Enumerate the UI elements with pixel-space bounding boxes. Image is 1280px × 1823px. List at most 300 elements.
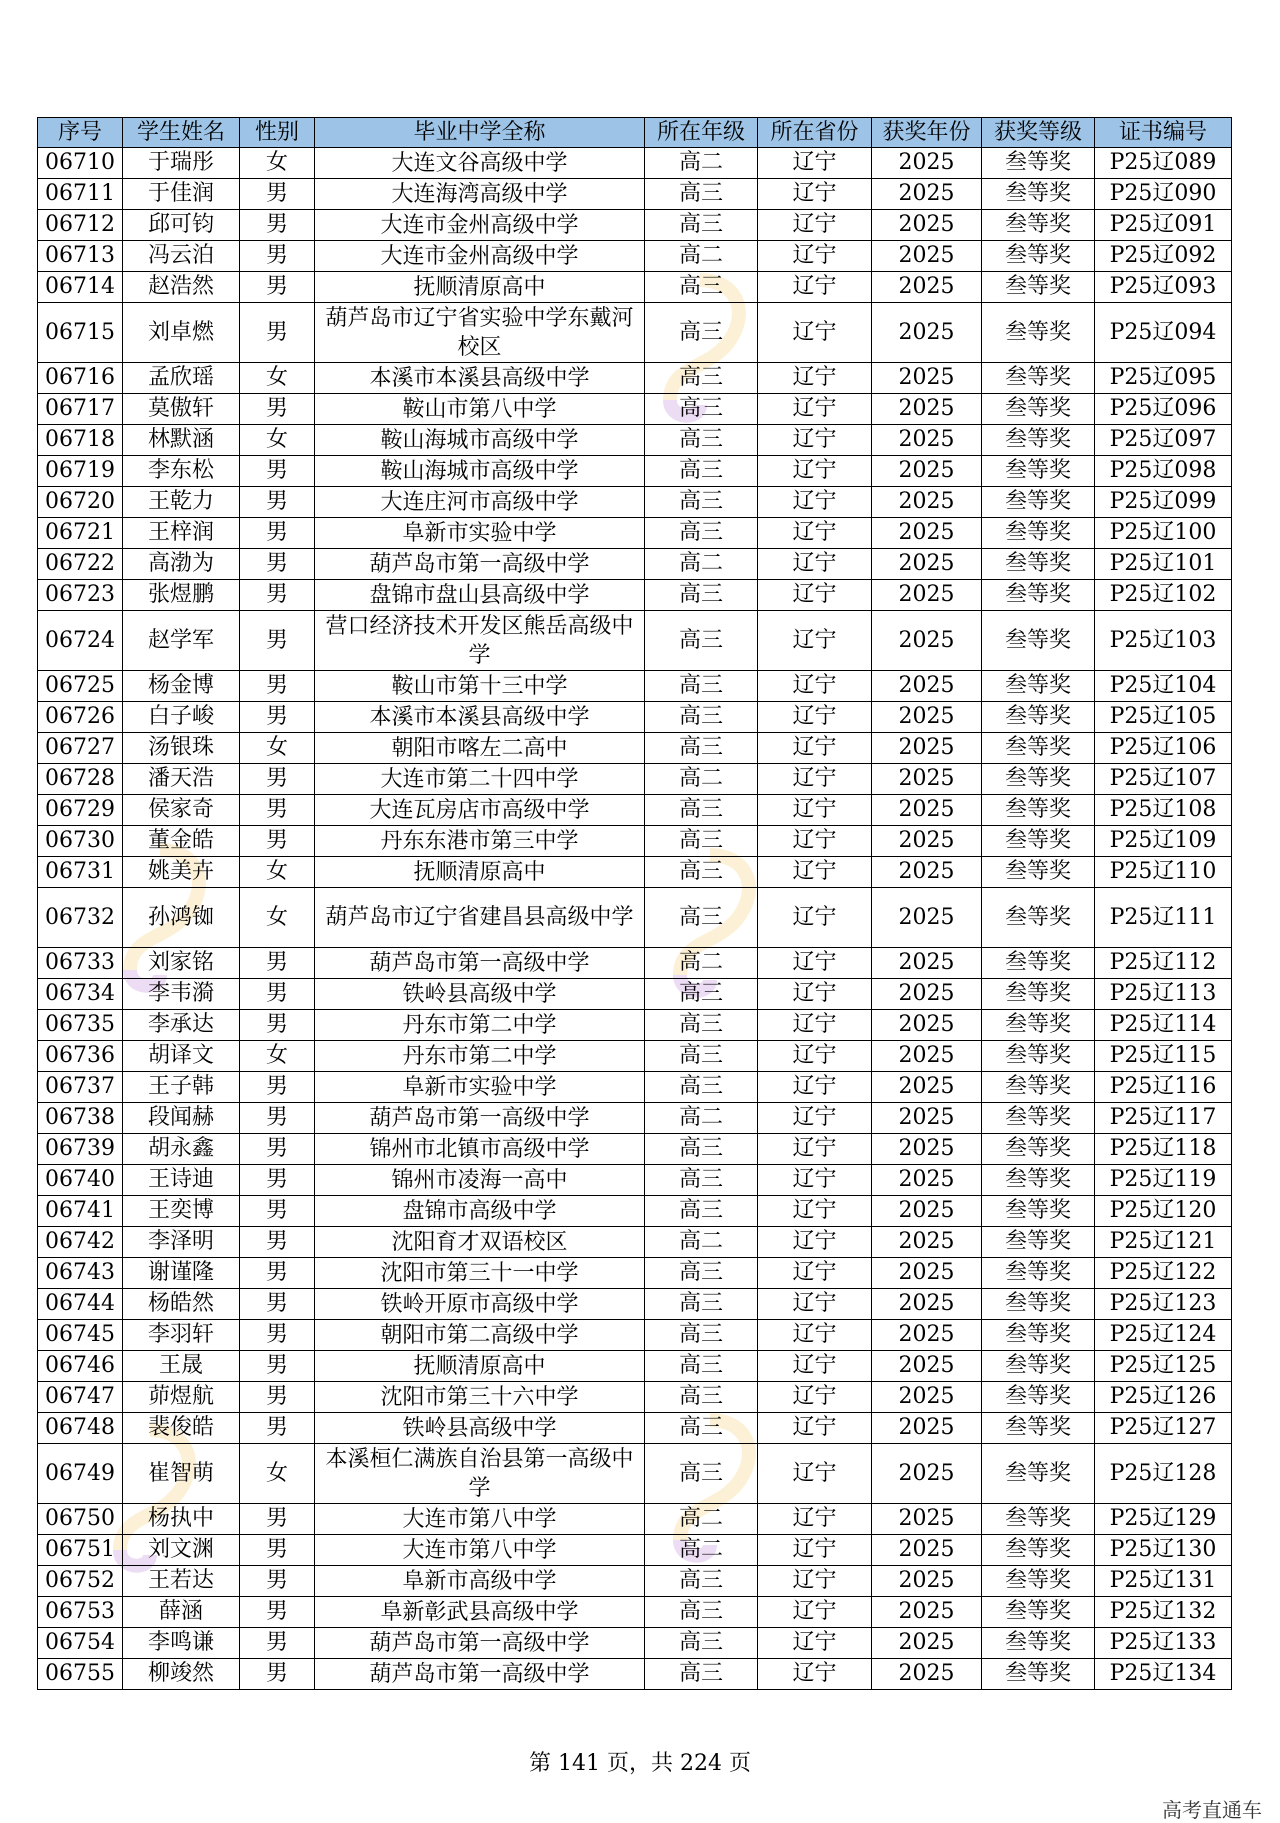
cell-award-year: 2025	[872, 948, 982, 979]
header-award-year: 获奖年份	[872, 118, 982, 148]
table-row	[38, 826, 1232, 857]
cell-award-level: 叁等奖	[982, 1196, 1095, 1227]
cell-serial: 06723	[38, 580, 123, 611]
cell-grade: 高三	[645, 702, 758, 733]
cell-grade: 高三	[645, 671, 758, 702]
cell-school: 葫芦岛市第一高级中学	[315, 948, 645, 979]
cell-certificate-no: P25辽098	[1095, 456, 1232, 487]
cell-certificate-no: P25辽091	[1095, 210, 1232, 241]
cell-certificate-no: P25辽118	[1095, 1134, 1232, 1165]
cell-award-year: 2025	[872, 1566, 982, 1597]
cell-grade: 高三	[645, 1382, 758, 1413]
cell-serial: 06730	[38, 826, 123, 857]
table-row	[38, 948, 1232, 979]
cell-award-level: 叁等奖	[982, 979, 1095, 1010]
cell-school: 葫芦岛市第一高级中学	[315, 1628, 645, 1659]
cell-student-name: 汤银珠	[123, 733, 240, 764]
cell-certificate-no: P25辽130	[1095, 1535, 1232, 1566]
cell-gender: 女	[240, 1041, 315, 1072]
cell-grade: 高二	[645, 1227, 758, 1258]
cell-school: 盘锦市盘山县高级中学	[315, 580, 645, 611]
cell-certificate-no: P25辽117	[1095, 1103, 1232, 1134]
cell-award-year: 2025	[872, 179, 982, 210]
cell-school: 大连市第二十四中学	[315, 764, 645, 795]
table-row	[38, 272, 1232, 303]
cell-grade: 高二	[645, 549, 758, 580]
cell-serial: 06751	[38, 1535, 123, 1566]
cell-certificate-no: P25辽104	[1095, 671, 1232, 702]
cell-grade: 高三	[645, 611, 758, 671]
cell-school: 大连市第八中学	[315, 1535, 645, 1566]
cell-province: 辽宁	[758, 1535, 872, 1566]
cell-gender: 男	[240, 272, 315, 303]
cell-student-name: 王若达	[123, 1566, 240, 1597]
cell-award-year: 2025	[872, 702, 982, 733]
cell-certificate-no: P25辽113	[1095, 979, 1232, 1010]
header-gender: 性别	[240, 118, 315, 148]
cell-certificate-no: P25辽093	[1095, 272, 1232, 303]
cell-province: 辽宁	[758, 1413, 872, 1444]
cell-gender: 男	[240, 1227, 315, 1258]
cell-student-name: 柳竣然	[123, 1659, 240, 1690]
cell-award-year: 2025	[872, 363, 982, 394]
cell-student-name: 张煜鹏	[123, 580, 240, 611]
table-row	[38, 857, 1232, 888]
cell-serial: 06748	[38, 1413, 123, 1444]
cell-province: 辽宁	[758, 1351, 872, 1382]
cell-award-level: 叁等奖	[982, 948, 1095, 979]
cell-grade: 高三	[645, 518, 758, 549]
cell-student-name: 李鸣谦	[123, 1628, 240, 1659]
cell-province: 辽宁	[758, 1566, 872, 1597]
cell-gender: 男	[240, 1628, 315, 1659]
cell-student-name: 王晟	[123, 1351, 240, 1382]
table-row	[38, 1597, 1232, 1628]
cell-student-name: 潘天浩	[123, 764, 240, 795]
cell-student-name: 李泽明	[123, 1227, 240, 1258]
cell-certificate-no: P25辽102	[1095, 580, 1232, 611]
cell-award-year: 2025	[872, 1351, 982, 1382]
table-row	[38, 1258, 1232, 1289]
cell-award-year: 2025	[872, 1227, 982, 1258]
cell-award-year: 2025	[872, 241, 982, 272]
table-header-row	[38, 118, 1232, 148]
cell-student-name: 于佳润	[123, 179, 240, 210]
table-row	[38, 518, 1232, 549]
cell-grade: 高三	[645, 857, 758, 888]
cell-certificate-no: P25辽133	[1095, 1628, 1232, 1659]
cell-province: 辽宁	[758, 1597, 872, 1628]
cell-serial: 06727	[38, 733, 123, 764]
table-row	[38, 1320, 1232, 1351]
cell-grade: 高三	[645, 363, 758, 394]
cell-serial: 06738	[38, 1103, 123, 1134]
cell-award-year: 2025	[872, 580, 982, 611]
cell-student-name: 杨执中	[123, 1504, 240, 1535]
cell-grade: 高二	[645, 1504, 758, 1535]
cell-serial: 06743	[38, 1258, 123, 1289]
cell-student-name: 孙鸿铷	[123, 888, 240, 948]
table-row	[38, 487, 1232, 518]
cell-gender: 男	[240, 1134, 315, 1165]
cell-province: 辽宁	[758, 394, 872, 425]
cell-gender: 女	[240, 857, 315, 888]
cell-grade: 高二	[645, 1103, 758, 1134]
cell-gender: 男	[240, 1072, 315, 1103]
cell-grade: 高三	[645, 826, 758, 857]
cell-award-year: 2025	[872, 456, 982, 487]
cell-grade: 高三	[645, 456, 758, 487]
table-row	[38, 1504, 1232, 1535]
cell-serial: 06750	[38, 1504, 123, 1535]
cell-award-level: 叁等奖	[982, 1444, 1095, 1504]
cell-school: 葫芦岛市第一高级中学	[315, 1103, 645, 1134]
cell-province: 辽宁	[758, 1196, 872, 1227]
cell-province: 辽宁	[758, 948, 872, 979]
cell-certificate-no: P25辽134	[1095, 1659, 1232, 1690]
cell-serial: 06752	[38, 1566, 123, 1597]
cell-award-year: 2025	[872, 1010, 982, 1041]
cell-province: 辽宁	[758, 518, 872, 549]
cell-serial: 06718	[38, 425, 123, 456]
cell-student-name: 王子韩	[123, 1072, 240, 1103]
cell-gender: 男	[240, 456, 315, 487]
table-row	[38, 179, 1232, 210]
cell-award-year: 2025	[872, 425, 982, 456]
cell-certificate-no: P25辽100	[1095, 518, 1232, 549]
cell-serial: 06744	[38, 1289, 123, 1320]
table-row	[38, 1227, 1232, 1258]
header-student-name: 学生姓名	[123, 118, 240, 148]
cell-grade: 高三	[645, 394, 758, 425]
header-serial: 序号	[38, 118, 123, 148]
cell-province: 辽宁	[758, 1444, 872, 1504]
cell-serial: 06724	[38, 611, 123, 671]
cell-gender: 男	[240, 549, 315, 580]
cell-grade: 高三	[645, 1258, 758, 1289]
cell-grade: 高三	[645, 1165, 758, 1196]
cell-certificate-no: P25辽116	[1095, 1072, 1232, 1103]
award-table	[37, 117, 1232, 1690]
cell-province: 辽宁	[758, 549, 872, 580]
cell-school: 本溪桓仁满族自治县第一高级中学	[315, 1444, 645, 1504]
cell-gender: 女	[240, 148, 315, 179]
cell-gender: 女	[240, 363, 315, 394]
cell-serial: 06736	[38, 1041, 123, 1072]
table-row	[38, 363, 1232, 394]
cell-gender: 男	[240, 979, 315, 1010]
cell-student-name: 刘文渊	[123, 1535, 240, 1566]
cell-certificate-no: P25辽127	[1095, 1413, 1232, 1444]
cell-certificate-no: P25辽121	[1095, 1227, 1232, 1258]
cell-gender: 男	[240, 611, 315, 671]
cell-serial: 06728	[38, 764, 123, 795]
cell-grade: 高三	[645, 1566, 758, 1597]
cell-serial: 06754	[38, 1628, 123, 1659]
cell-certificate-no: P25辽129	[1095, 1504, 1232, 1535]
cell-province: 辽宁	[758, 1382, 872, 1413]
cell-award-level: 叁等奖	[982, 1320, 1095, 1351]
cell-student-name: 薛涵	[123, 1597, 240, 1628]
cell-student-name: 孟欣瑶	[123, 363, 240, 394]
cell-province: 辽宁	[758, 272, 872, 303]
table-body	[38, 148, 1232, 1690]
cell-award-year: 2025	[872, 1196, 982, 1227]
cell-grade: 高三	[645, 210, 758, 241]
cell-student-name: 杨皓然	[123, 1289, 240, 1320]
cell-grade: 高三	[645, 1628, 758, 1659]
cell-school: 沈阳育才双语校区	[315, 1227, 645, 1258]
table-row	[38, 1103, 1232, 1134]
cell-school: 大连市金州高级中学	[315, 241, 645, 272]
cell-grade: 高三	[645, 1597, 758, 1628]
table-row	[38, 1351, 1232, 1382]
cell-grade: 高三	[645, 425, 758, 456]
cell-grade: 高三	[645, 795, 758, 826]
cell-award-year: 2025	[872, 1320, 982, 1351]
cell-certificate-no: P25辽096	[1095, 394, 1232, 425]
cell-serial: 06731	[38, 857, 123, 888]
cell-school: 大连市第八中学	[315, 1504, 645, 1535]
cell-school: 朝阳市喀左二高中	[315, 733, 645, 764]
cell-serial: 06749	[38, 1444, 123, 1504]
table-row	[38, 702, 1232, 733]
cell-award-level: 叁等奖	[982, 1289, 1095, 1320]
cell-award-year: 2025	[872, 549, 982, 580]
cell-serial: 06735	[38, 1010, 123, 1041]
cell-award-year: 2025	[872, 611, 982, 671]
cell-serial: 06741	[38, 1196, 123, 1227]
cell-grade: 高三	[645, 1320, 758, 1351]
cell-student-name: 高渤为	[123, 549, 240, 580]
cell-grade: 高三	[645, 1134, 758, 1165]
cell-serial: 06717	[38, 394, 123, 425]
table-row	[38, 425, 1232, 456]
cell-gender: 男	[240, 1289, 315, 1320]
cell-award-year: 2025	[872, 1597, 982, 1628]
cell-serial: 06742	[38, 1227, 123, 1258]
cell-grade: 高三	[645, 303, 758, 363]
cell-student-name: 姚美卉	[123, 857, 240, 888]
header-school: 毕业中学全称	[315, 118, 645, 148]
cell-student-name: 崔智萌	[123, 1444, 240, 1504]
cell-student-name: 王乾力	[123, 487, 240, 518]
header-certificate-no: 证书编号	[1095, 118, 1232, 148]
table-row	[38, 241, 1232, 272]
cell-award-year: 2025	[872, 487, 982, 518]
cell-serial: 06747	[38, 1382, 123, 1413]
cell-grade: 高三	[645, 487, 758, 518]
cell-province: 辽宁	[758, 1504, 872, 1535]
cell-serial: 06745	[38, 1320, 123, 1351]
cell-gender: 男	[240, 580, 315, 611]
cell-serial: 06732	[38, 888, 123, 948]
cell-award-level: 叁等奖	[982, 272, 1095, 303]
cell-certificate-no: P25辽097	[1095, 425, 1232, 456]
cell-province: 辽宁	[758, 733, 872, 764]
cell-award-level: 叁等奖	[982, 1566, 1095, 1597]
cell-student-name: 李韦漪	[123, 979, 240, 1010]
cell-school: 大连市金州高级中学	[315, 210, 645, 241]
table-row	[38, 210, 1232, 241]
table-row	[38, 303, 1232, 363]
cell-award-level: 叁等奖	[982, 1413, 1095, 1444]
cell-certificate-no: P25辽132	[1095, 1597, 1232, 1628]
cell-serial: 06753	[38, 1597, 123, 1628]
cell-province: 辽宁	[758, 1103, 872, 1134]
cell-student-name: 裴俊皓	[123, 1413, 240, 1444]
cell-certificate-no: P25辽123	[1095, 1289, 1232, 1320]
cell-grade: 高三	[645, 1659, 758, 1690]
cell-gender: 男	[240, 303, 315, 363]
cell-grade: 高三	[645, 979, 758, 1010]
cell-school: 抚顺清原高中	[315, 857, 645, 888]
cell-student-name: 林默涵	[123, 425, 240, 456]
cell-award-level: 叁等奖	[982, 303, 1095, 363]
cell-school: 抚顺清原高中	[315, 272, 645, 303]
table-row	[38, 1659, 1232, 1690]
table-row	[38, 611, 1232, 671]
cell-award-year: 2025	[872, 1103, 982, 1134]
cell-school: 大连文谷高级中学	[315, 148, 645, 179]
cell-certificate-no: P25辽094	[1095, 303, 1232, 363]
cell-grade: 高三	[645, 1289, 758, 1320]
table-row	[38, 1134, 1232, 1165]
cell-student-name: 李承达	[123, 1010, 240, 1041]
cell-grade: 高二	[645, 764, 758, 795]
cell-certificate-no: P25辽114	[1095, 1010, 1232, 1041]
table-row	[38, 1041, 1232, 1072]
table-row	[38, 764, 1232, 795]
cell-award-year: 2025	[872, 1535, 982, 1566]
cell-school: 葫芦岛市第一高级中学	[315, 549, 645, 580]
table-row	[38, 148, 1232, 179]
cell-school: 朝阳市第二高级中学	[315, 1320, 645, 1351]
cell-award-year: 2025	[872, 210, 982, 241]
cell-school: 沈阳市第三十六中学	[315, 1382, 645, 1413]
table-row	[38, 580, 1232, 611]
cell-award-year: 2025	[872, 1134, 982, 1165]
cell-province: 辽宁	[758, 1628, 872, 1659]
cell-school: 锦州市凌海一高中	[315, 1165, 645, 1196]
cell-province: 辽宁	[758, 671, 872, 702]
cell-province: 辽宁	[758, 1072, 872, 1103]
cell-gender: 男	[240, 179, 315, 210]
cell-certificate-no: P25辽109	[1095, 826, 1232, 857]
cell-school: 鞍山市第十三中学	[315, 671, 645, 702]
cell-school: 铁岭县高级中学	[315, 1413, 645, 1444]
cell-province: 辽宁	[758, 1165, 872, 1196]
table-row	[38, 456, 1232, 487]
corner-label: 高考直通车	[1162, 1798, 1262, 1822]
table-row	[38, 1566, 1232, 1597]
cell-province: 辽宁	[758, 764, 872, 795]
cell-province: 辽宁	[758, 857, 872, 888]
cell-serial: 06733	[38, 948, 123, 979]
cell-grade: 高三	[645, 272, 758, 303]
cell-certificate-no: P25辽111	[1095, 888, 1232, 948]
cell-student-name: 李东松	[123, 456, 240, 487]
cell-student-name: 于瑞彤	[123, 148, 240, 179]
cell-award-year: 2025	[872, 857, 982, 888]
cell-serial: 06737	[38, 1072, 123, 1103]
cell-award-level: 叁等奖	[982, 425, 1095, 456]
cell-certificate-no: P25辽092	[1095, 241, 1232, 272]
cell-award-level: 叁等奖	[982, 1628, 1095, 1659]
cell-grade: 高二	[645, 241, 758, 272]
cell-serial: 06726	[38, 702, 123, 733]
cell-school: 鞍山海城市高级中学	[315, 456, 645, 487]
cell-school: 本溪市本溪县高级中学	[315, 363, 645, 394]
cell-serial: 06746	[38, 1351, 123, 1382]
cell-province: 辽宁	[758, 148, 872, 179]
cell-gender: 男	[240, 241, 315, 272]
cell-certificate-no: P25辽131	[1095, 1566, 1232, 1597]
cell-award-year: 2025	[872, 1444, 982, 1504]
cell-student-name: 刘家铭	[123, 948, 240, 979]
cell-award-level: 叁等奖	[982, 764, 1095, 795]
cell-student-name: 谢谨隆	[123, 1258, 240, 1289]
cell-school: 葫芦岛市第一高级中学	[315, 1659, 645, 1690]
cell-grade: 高三	[645, 1413, 758, 1444]
cell-award-level: 叁等奖	[982, 611, 1095, 671]
cell-school: 抚顺清原高中	[315, 1351, 645, 1382]
cell-gender: 男	[240, 671, 315, 702]
cell-school: 阜新市实验中学	[315, 518, 645, 549]
cell-award-year: 2025	[872, 1041, 982, 1072]
cell-certificate-no: P25辽122	[1095, 1258, 1232, 1289]
cell-province: 辽宁	[758, 611, 872, 671]
table-row	[38, 394, 1232, 425]
cell-certificate-no: P25辽101	[1095, 549, 1232, 580]
cell-award-level: 叁等奖	[982, 671, 1095, 702]
cell-serial: 06712	[38, 210, 123, 241]
cell-certificate-no: P25辽128	[1095, 1444, 1232, 1504]
cell-award-level: 叁等奖	[982, 888, 1095, 948]
cell-grade: 高三	[645, 1072, 758, 1103]
cell-province: 辽宁	[758, 210, 872, 241]
cell-student-name: 胡译文	[123, 1041, 240, 1072]
cell-gender: 男	[240, 487, 315, 518]
table-row	[38, 733, 1232, 764]
cell-grade: 高二	[645, 1535, 758, 1566]
cell-award-level: 叁等奖	[982, 487, 1095, 518]
cell-gender: 男	[240, 1258, 315, 1289]
cell-award-year: 2025	[872, 888, 982, 948]
cell-award-level: 叁等奖	[982, 826, 1095, 857]
header-grade: 所在年级	[645, 118, 758, 148]
cell-gender: 男	[240, 1382, 315, 1413]
cell-province: 辽宁	[758, 241, 872, 272]
cell-province: 辽宁	[758, 1289, 872, 1320]
header-province: 所在省份	[758, 118, 872, 148]
cell-gender: 女	[240, 888, 315, 948]
cell-province: 辽宁	[758, 1134, 872, 1165]
table-row	[38, 1165, 1232, 1196]
cell-award-level: 叁等奖	[982, 1227, 1095, 1258]
cell-award-year: 2025	[872, 826, 982, 857]
cell-serial: 06710	[38, 148, 123, 179]
cell-grade: 高三	[645, 1010, 758, 1041]
cell-gender: 男	[240, 1320, 315, 1351]
cell-school: 锦州市北镇市高级中学	[315, 1134, 645, 1165]
table-row	[38, 1444, 1232, 1504]
cell-award-level: 叁等奖	[982, 518, 1095, 549]
cell-gender: 男	[240, 1103, 315, 1134]
cell-award-level: 叁等奖	[982, 1165, 1095, 1196]
cell-grade: 高三	[645, 1196, 758, 1227]
cell-gender: 男	[240, 1413, 315, 1444]
